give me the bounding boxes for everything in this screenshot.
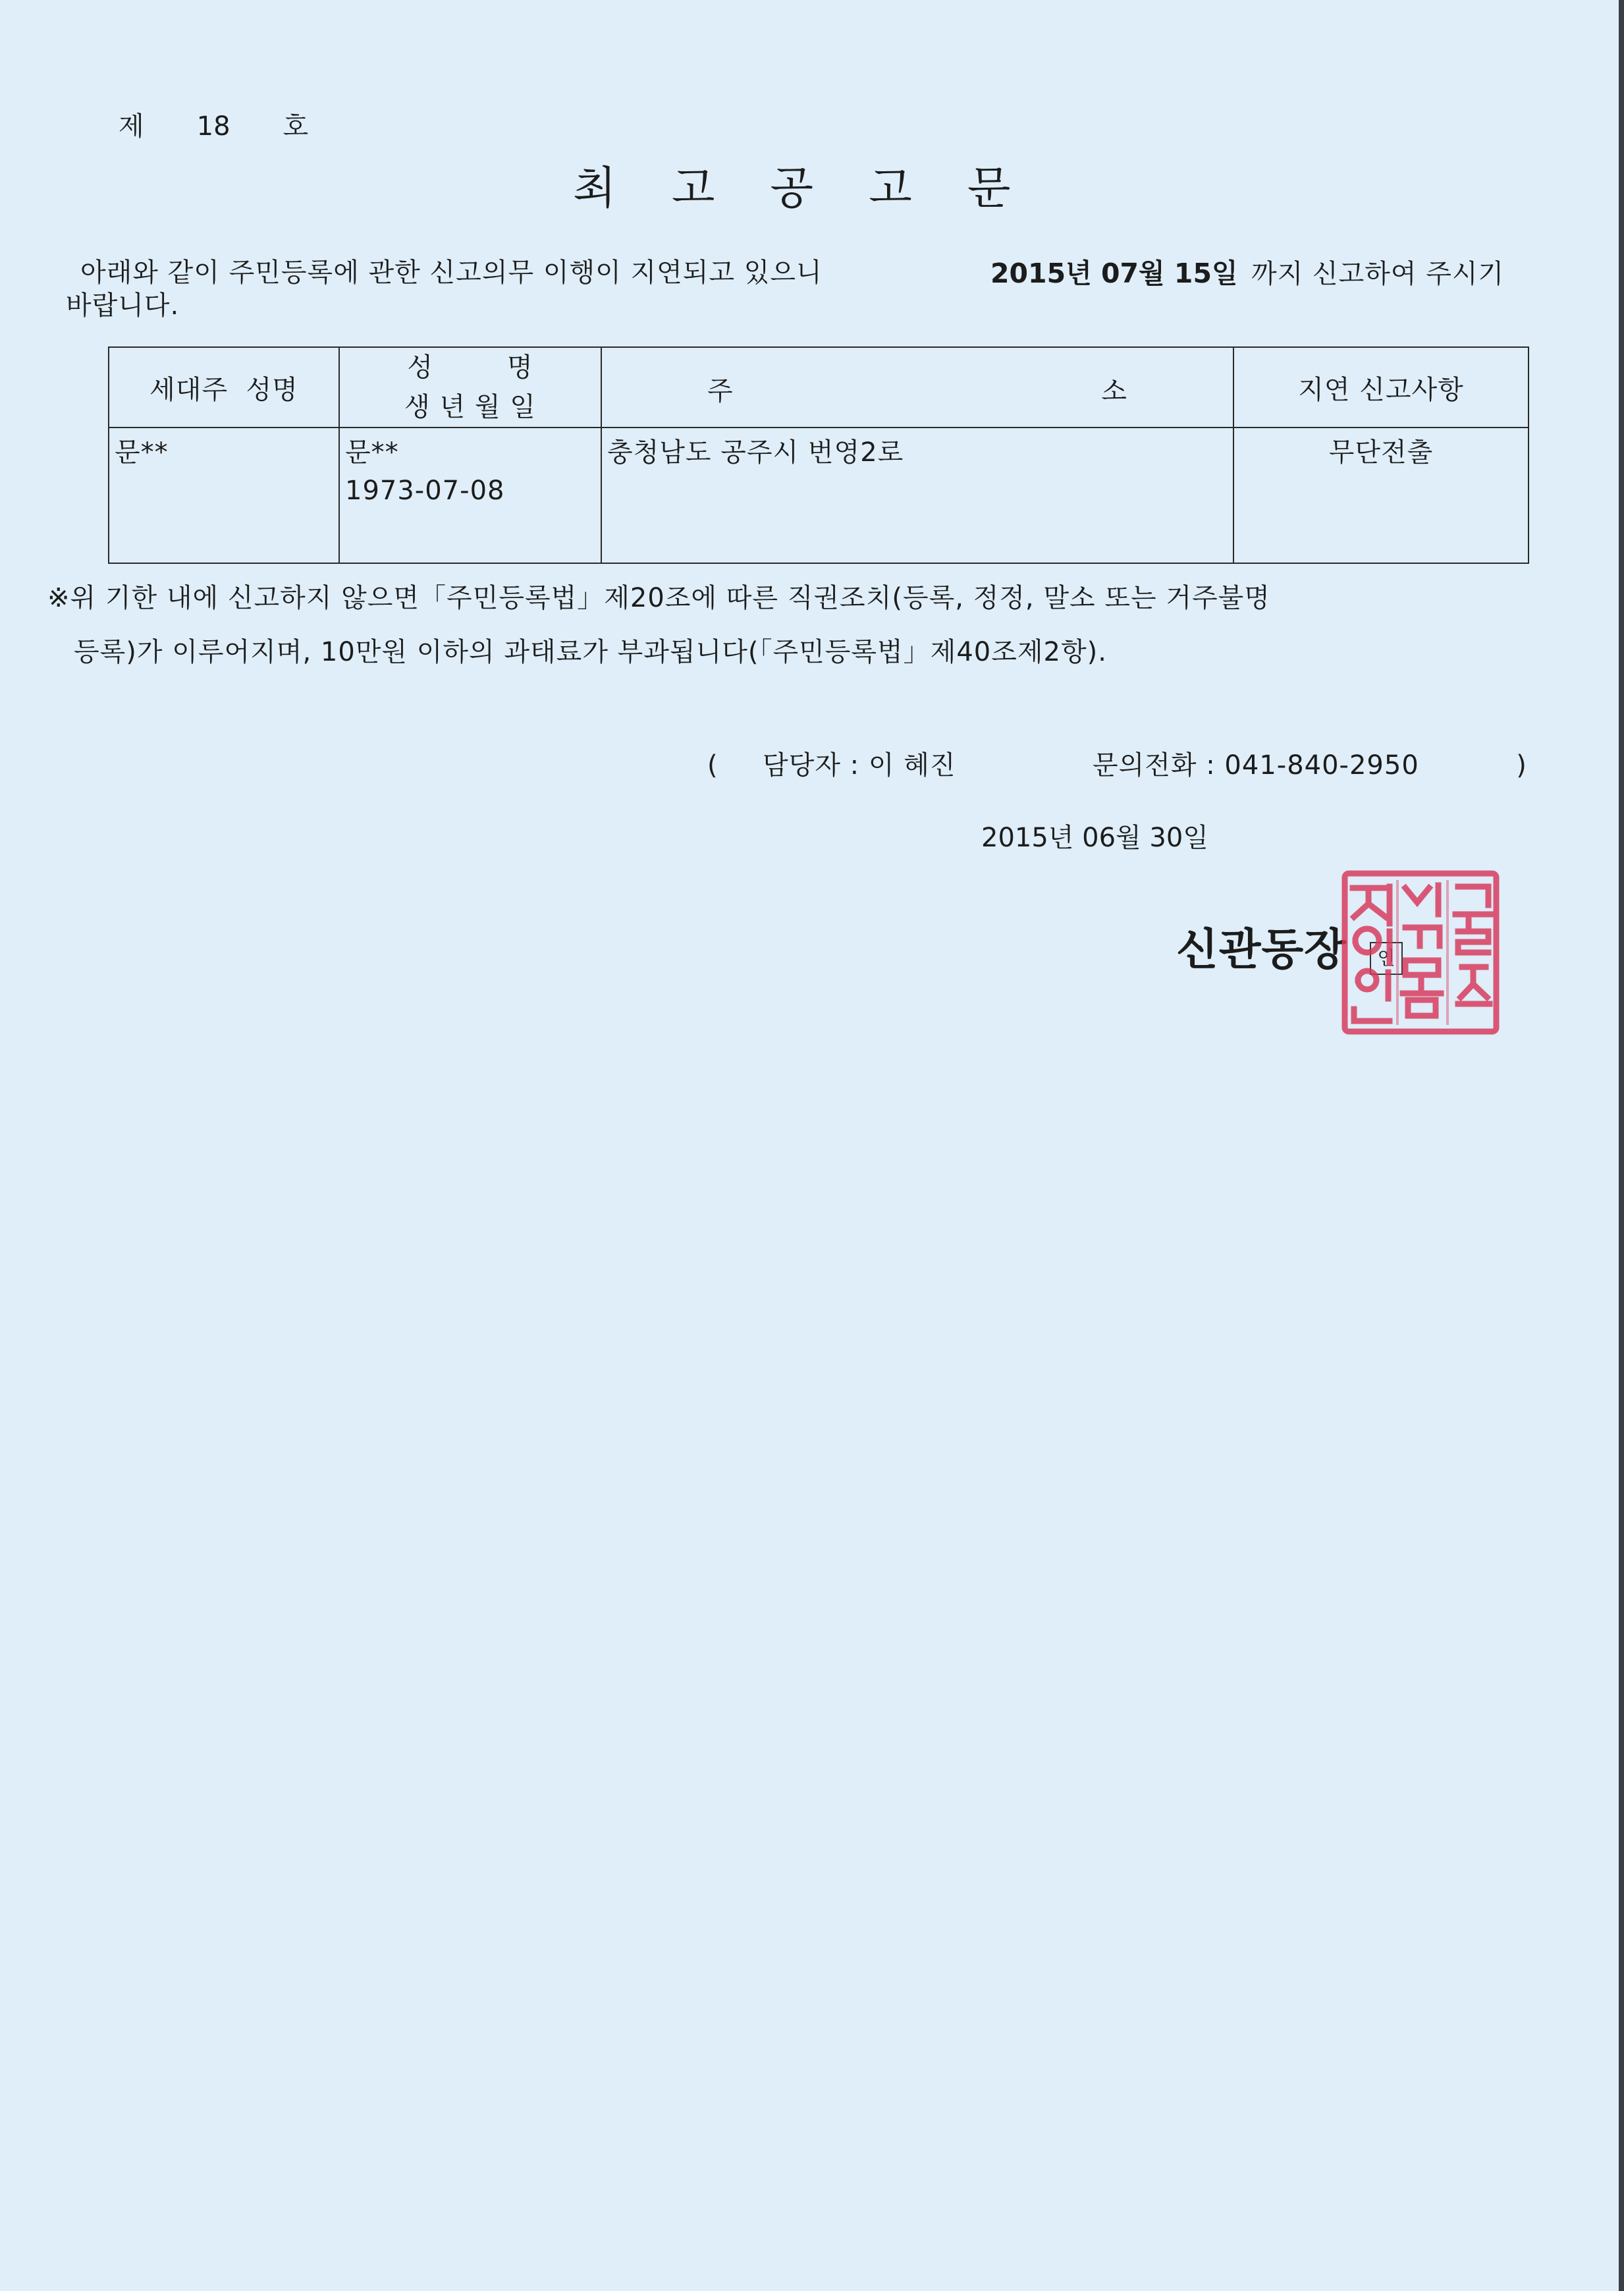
contact-phone: 문의전화 : 041-840-2950 (1092, 750, 1419, 781)
contact-open: ( (707, 750, 718, 781)
header-address-2: 소 (1101, 376, 1127, 406)
header-address-1: 주 (707, 376, 734, 406)
contact-info (707, 744, 1527, 782)
notice-number-suffix: 호 (283, 111, 309, 142)
header-householder-label: 세대주 성명 (149, 374, 298, 405)
signatory-title: 신관동장 (1176, 924, 1347, 975)
intro-text-continued: 까지 신고하여 주시기 (1251, 259, 1505, 289)
header-name-birth (339, 347, 601, 428)
scan-edge (1619, 0, 1624, 2291)
cell-householder: 문** (109, 428, 339, 563)
cell-name: 문** (345, 437, 399, 468)
notice-number (119, 105, 361, 143)
overdue-report-table (108, 346, 1529, 564)
title-char: 최 (573, 163, 618, 215)
cell-name-birth (339, 428, 601, 563)
title-char: 고 (869, 163, 913, 215)
intro-text-end: 바랍니다. (66, 290, 180, 321)
intro-text: 아래와 같이 주민등록에 관한 신고의무 이행이 지연되고 있으니 (80, 258, 823, 288)
cell-birthdate: 1973-07-08 (345, 476, 505, 506)
official-stamp-icon (1340, 868, 1502, 1037)
header-householder (109, 347, 339, 428)
title-char: 공 (770, 163, 815, 215)
header-name-1: 성 (407, 352, 433, 383)
header-address (601, 347, 1233, 428)
header-name-2: 명 (507, 352, 533, 383)
header-birth: 생 년 월 일 (404, 392, 536, 422)
contact-person: 담당자 : 이 혜진 (763, 750, 956, 781)
document-title (573, 153, 1012, 217)
title-char: 문 (967, 163, 1012, 215)
notice-number-value: 18 (196, 111, 230, 142)
table-header-row (109, 347, 1529, 428)
header-report: 지연 신고사항 (1233, 347, 1529, 428)
deadline-date: 2015년 07월 15일 (990, 258, 1238, 289)
contact-close: ) (1516, 750, 1527, 781)
table-row (109, 428, 1529, 563)
title-char: 고 (671, 163, 717, 215)
warning-line-1: ※위 기한 내에 신고하지 않으면「주민등록법」제20조에 따른 직권조치(등록, 정정, 말소 또는 거주불명 (47, 583, 1270, 613)
warning-line-2: 등록)가 이루어지며, 10만원 이하의 과태료가 부과됩니다(「주민등록법」제40조제2항). (74, 637, 1107, 667)
notice-number-prefix: 제 (119, 111, 144, 142)
cell-address: 충청남도 공주시 번영2로 (601, 428, 1233, 563)
seal-mark: 인 (1370, 942, 1403, 975)
cell-report: 무단전출 (1233, 428, 1529, 563)
issue-date: 2015년 06월 30일 (981, 823, 1208, 853)
